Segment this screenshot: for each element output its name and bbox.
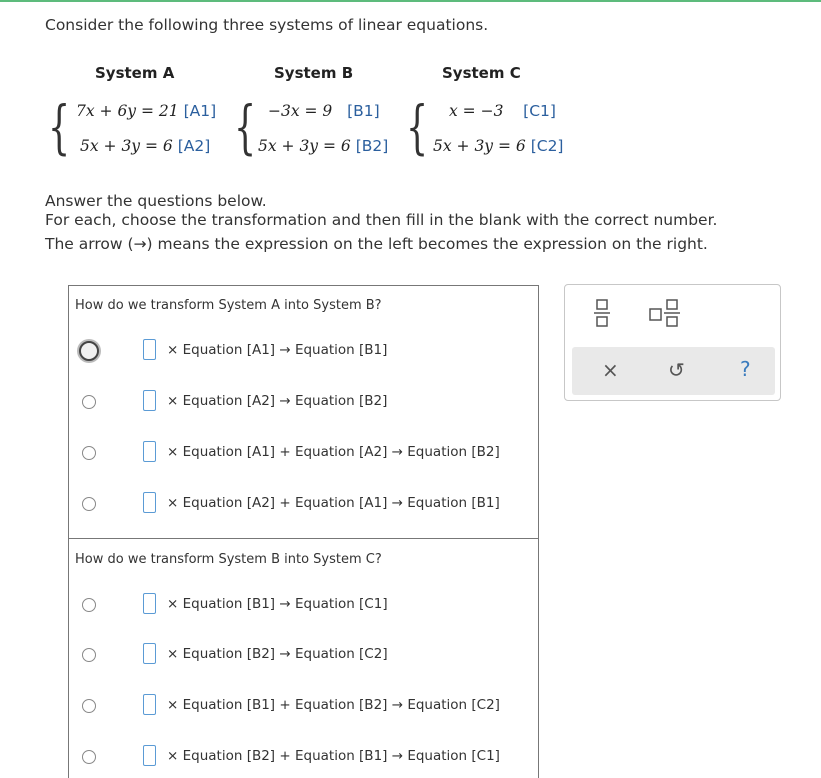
question-2-prompt: How do we transform System B into System C? [75,552,382,567]
q2-option-4-radio[interactable] [82,750,96,764]
q2-option-1[interactable] [69,585,539,625]
q1-option-1-blank-input[interactable] [143,339,156,360]
system-c-heading: System C [442,64,521,82]
q2-option-4-blank-input[interactable] [143,745,156,766]
q1-option-2-text: × Equation [A2] → Equation [B2] [167,393,388,409]
q1-option-1-text: × Equation [A1] → Equation [B1] [167,342,388,358]
question-1-box [68,285,539,539]
help-icon[interactable]: ? [740,357,751,381]
fraction-icon[interactable] [594,299,610,327]
system-b-eq1: −3x = 9 [B1] [268,102,380,120]
system-a-brace: { [48,93,71,161]
toolbox-action-bar [572,347,775,395]
question-1-prompt: How do we transform System A into System B? [75,298,382,313]
q1-option-2-blank-input[interactable] [143,390,156,411]
q1-option-4-blank-input[interactable] [143,492,156,513]
instructions-line-2: For each, choose the transformation and then fill in the blank with the correct number. [45,211,718,229]
arrow-symbol: (→) [127,235,153,253]
q2-option-1-blank-input[interactable] [143,593,156,614]
q1-option-3-blank-input[interactable] [143,441,156,462]
q1-option-3[interactable] [69,434,539,474]
q2-option-2-text: × Equation [B2] → Equation [C2] [167,646,388,662]
q1-option-4-radio[interactable] [82,497,96,511]
math-toolbox [564,284,781,401]
system-c-brace: { [406,93,429,161]
q2-option-2[interactable] [69,635,539,675]
q2-option-4[interactable] [69,737,539,777]
q2-option-4-text: × Equation [B2] + Equation [B1] → Equation [C1] [167,748,500,764]
clear-icon[interactable]: × [602,358,619,382]
q2-option-2-radio[interactable] [82,648,96,662]
system-a-eq2: 5x + 3y = 6 [A2] [80,137,211,155]
q1-option-1-radio[interactable] [79,341,99,361]
system-b-eq2: 5x + 3y = 6 [B2] [258,137,389,155]
q2-option-1-radio[interactable] [82,598,96,612]
system-c-eq1: x = −3 [C1] [449,102,556,120]
q1-option-1[interactable] [69,332,539,372]
system-b-brace: { [234,93,257,161]
q1-option-3-text: × Equation [A1] + Equation [A2] → Equation [B2] [167,444,500,460]
q2-option-1-text: × Equation [B1] → Equation [C1] [167,596,388,612]
q2-option-2-blank-input[interactable] [143,643,156,664]
top-accent-line [0,0,821,2]
q1-option-2[interactable] [69,383,539,423]
undo-icon[interactable]: ↺ [668,358,685,382]
q2-option-3-blank-input[interactable] [143,694,156,715]
q1-option-2-radio[interactable] [82,395,96,409]
question-2-box [68,538,539,778]
q1-option-4-text: × Equation [A2] + Equation [A1] → Equation [B1] [167,495,500,511]
mixed-number-icon[interactable] [649,299,681,327]
system-a-eq1: 7x + 6y = 21 [A1] [76,102,217,120]
q1-option-4[interactable] [69,485,539,525]
intro-text: Consider the following three systems of linear equations. [45,16,489,34]
q2-option-3-text: × Equation [B1] + Equation [B2] → Equation [C2] [167,697,500,713]
instructions-line-1: Answer the questions below. [45,192,267,210]
instructions-line-3: The arrow (→) means the expression on the left becomes the expression on the right. [45,235,708,253]
q2-option-3[interactable] [69,686,539,726]
system-c-eq2: 5x + 3y = 6 [C2] [433,137,564,155]
q1-option-3-radio[interactable] [82,446,96,460]
system-b-heading: System B [274,64,354,82]
system-a-heading: System A [95,64,175,82]
q2-option-3-radio[interactable] [82,699,96,713]
